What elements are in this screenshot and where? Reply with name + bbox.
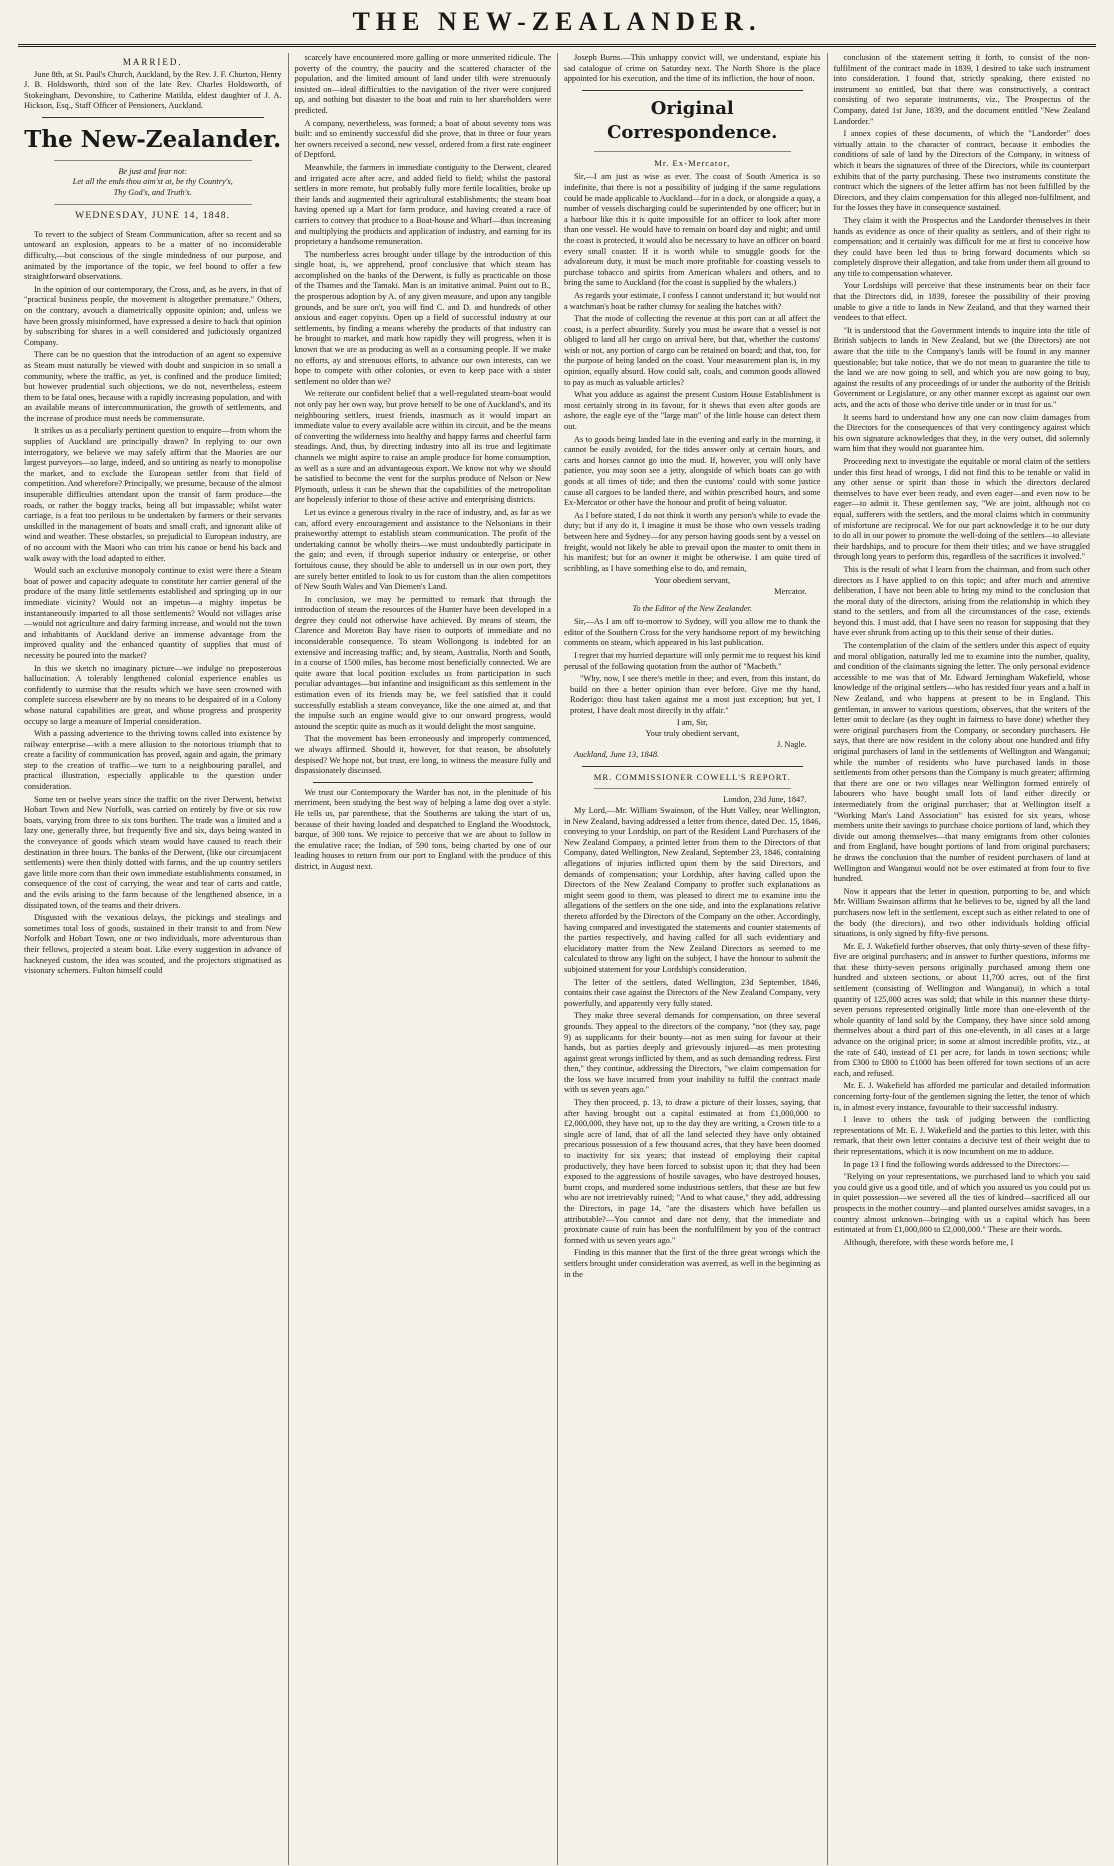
motto: Be just and fear not: Let all the ends thou aim'st at, be thy Country's, Thy God's, and Truth's. <box>72 166 233 197</box>
paragraph: Some ten or twelve years since the traffic on the river Derwent, betwixt Hobart Town and New Norfolk, was carried on entirely by five or six row boats, varying from three to six tons burthen. The trade was a limited and a lazy one, generally three, but frequently five and six, days being wasted in the conveyance of goods which steam would have caused to reach their destination in three hours. The banks of the Derwent, (like our circumjacent settlements) were then thinly dotted with farms, and the up country settlers gave little more corn than their own immediate establishments consumed, in consequence of the cost of carrying, the wear and tear of carts and cattle, and the evils arising to the farm because of the lengthened absence, in a dissipated town, of the teams and their drivers. <box>24 794 282 910</box>
paragraph: Your Lordships will perceive that these instruments bear on their face that the Directors did, in 1839, foresee the possibility of their proving unable to give a title to lands in New Zealand, and that they warned their vendees to that effect. <box>833 281 1090 323</box>
married-notice: June 8th, at St. Paul's Church, Auckland, by the Rev. J. F. Churton, Henry J. B. Holdsworth, third son of the late Rev. Charles Holdsworth, of Stokeingham, Devonshire, to Catherine Matilda, eldest daughter of J. A. Hickson, Esq., Staff Officer of Pensioners, Auckland. <box>24 69 282 111</box>
letter-close: Your obedient servant, <box>654 576 731 586</box>
divider <box>582 766 803 767</box>
divider <box>594 151 791 152</box>
paragraph: conclusion of the statement setting it forth, to consist of the non-fulfilment of the contract made in 1839, I desired to take such instrument into consideration. I found that, strictly speaking, there existed no instrument so entitled, but that there was constructively, a contract consisting of two separate instruments, viz., The Prospectus of the Company, dated 1st June, 1839, and the document entitled "New Zealand Landorder." <box>833 53 1090 126</box>
paragraph: Mr. E. J. Wakefield further observes, that only thirty-seven of these fifty-five are original purchasers; and in answer to further questions, informs me that these thirty-seven persons originally purchased among them one hundred and sixteen sections, or about 11,700 acres, out of the first settlement (consisting of Wellington and Wanganui), in which a total quantity of 125,000 acres was sold; that while in this manner these thirty-seven persons represented originally little more than one-eleventh of the whole quantity of land sold by the Company, they have since sold among themselves about a third part of this one-eleventh, in all cases at a large advance on the original price; in some at almost incredible profits, viz., at the rate of £40, instead of £1 per acre, for lands in town sections; while from £300 to £800 to £1000 has been offered for town sections of an acre each, and refused. <box>833 941 1090 1078</box>
divider <box>42 117 264 118</box>
paragraph: Finding in this manner that the first of the three great wrongs which the settlers brought under consideration was averred, as well in the beginning as in the <box>564 1248 821 1279</box>
letter-close: Your truly obedient servant, <box>645 729 740 739</box>
column-1 <box>18 53 288 1865</box>
paragraph: Sir,—As I am off to-morrow to Sydney, will you allow me to thank the editor of the Southern Cross for the very handsome report of my bewitching comments on steam, which appeared in his last publication. <box>564 617 821 648</box>
section-title: Original Correspondence. <box>607 97 778 143</box>
married-heading: MARRIED. <box>122 57 183 67</box>
paragraph: Although, therefore, with these words before me, I <box>843 1237 1014 1247</box>
paragraph: We trust our Contemporary the Warder has not, in the plenitude of his merriment, been studying the best way of helping a lame dog over a style. He tells us, par parenthese, that the Southerns are taking the start of us, because of their having loaded and despatched to England the Woodstock, barque, of 300 tons. We rejoice to perceive that we are about to follow in the emulative race; the Indian, of 590 tons, being charted by one of our leading houses to return from our port to England with the produce of this district, in August next. <box>294 787 551 871</box>
paragraph: "It is understood that the Government intends to inquire into the title of British subjects to lands in New Zealand, but we (the Directors) are not aware that the title to the Company's lands will be found in any manner questionable; but take notice, that we do not mean to guarantee the title to the land we are now going to sell, and which you are now going to buy, against the results of any proceedings of or under the authority of the British Government or Legislature, or any other manner except as against our own acts, and the acts of those who derive title under or in trust for us." <box>833 325 1090 409</box>
column-3 <box>557 53 827 1865</box>
paragraph: There can be no question that the introduction of an agent so expensive as Steam must naturally be viewed with doubt and suspicion in so small a community, where the traffic, as yet, is confined and the produce limited; but however prudential such objections, we do not, nevertheless, esteem them to be fatal ones, because with a rapidly increasing population, and with an available means of intercommunication, the growth of settlements, and the increase of produce must needs be commensurate. <box>24 350 282 423</box>
paragraph: It strikes us as a peculiarly pertinent question to enquire—from whom the supplies of Auckland are principally drawn? In replying to our own interrogatory, we believe we may safely affirm that the Maories are our largest purveyors—so large, indeed, and so untiring as nearly to monopolise the market, and to exclude the European settler from that field of competition. And wherefore? Principally, we presume, because of the almost insuperable difficulties attendant upon the transit of farm produce—the roads, or rather the boggy tracks, being all but impassable; whilst water carriage, is a feat too perilous to be undertaken by farmers or their servants unskilled in the management of boats and small craft, and ignorant alike of wind and weather. These obstacles, so prejudicial to European industry, are of no account with the Maori who can trim his canoe or bend his back and walk away with the load adapted to either. <box>24 426 282 563</box>
paragraph: The contemplation of the claim of the settlers under this aspect of equity and moral obligation, naturally led me to examine into the number, quality, and condition of the claimants signing the letter. The only personal evidence accessible to me was that of Mr. Edward Jerningham Wakefield, whose knowledge of the original settlers—who has resided four years and a half in New Zealand, and who happens at present to be in England. This gentleman, in answer to various questions, observes, that the writers of the letter omit to declare (as they ought in fairness to have done) whether they were original purchasers from the Company, or secondary purchasers. He says, that there are now resident in the colony about one hundred and fifty original purchasers of land in the settlements of Wellington and Wanganui; while the number of residents who have purchased lands in those settlements from other persons than the Company is much greater; affirming that there are one or two villages near Wellington formed entirely of labourers who have bought small lots of land either directly or intermediately from the original purchaser; that at Wellington itself a "Working Man's Land Association" has existed for six years, whose members unite their savings to purchase choice portions of land, which they divide out among themselves—that many emigrants from other colonies and from England, have bought portions of land from original purchasers; he draws the conclusion that the number of resident purchasers of land at Wellington and Wanganui would not be over estimated at from four to five hundred. <box>833 641 1090 884</box>
paragraph: As to goods being landed late in the evening and early in the morning, it cannot be easily avoided, for the tides answer only at certain hours, and carts and horses cannot go into the mud. If, however, you will only have patience, you may soon see a jetty, alongside of which boats can go with goods at all times of tide; and then the customs' could with some justice cause all cargoes to be landed there, and within prescribed hours, and some Ex-Mercator or other have the honour and profit of being valuator. <box>564 434 821 508</box>
column-4 <box>827 53 1097 1865</box>
paragraph: Proceeding next to investigate the equitable or moral claim of the settlers under this first head of wrongs, I did not find this to be tenable or valid in any other sense or spirit than those in which the directors declared themselves to have ever been ready, and even eager—and even now to be eager—to admit it. These gentlemen say, "We are joint, although not co equal, sufferers with the settlers, and the moral claims which in community of misfortune are reciprocal. We for our part acknowledge it to be our duty to do all in our power to promote the well-doing of the settlers—to alleviate their hardships, and to procure for them their titles; and we have struggled through long years to perform this, regardless of the sacrifices it involved." <box>833 456 1090 562</box>
paragraph: To revert to the subject of Steam Communication, after so recent and so untoward an explosion, appears to be a matter of no inconsiderable difficulty,—but conscious of the single mindedness of our purpose, and animated by the importance of the topic, we feel bound to offer a few straightforward observations. <box>24 229 282 282</box>
letter-signature: Mercator. <box>774 586 807 596</box>
paragraph: scarcely have encountered more galling or more unmerited ridicule. The poverty of the country, the paucity and the scattered character of the population, and the limited amount of land under tilth were strenuously insisted on—ideal difficulties to the navigation of the river were conjured up, and nothing but disaster to the boat and ruin to her shareholders were predicted. <box>294 53 551 115</box>
paragraph: "Relying on your representations, we purchased land to which you said you could give us a good title, and of which you assured us you could put us in quiet possession—we severed all the ties of kindred—sacrificed all our prospects in the mother country—and planted ourselves amidst savages, in a country almost unknown—bringing with us a capital which has been estimated at from £1,000,000 to £2,000,000." These are their words. <box>833 1172 1090 1235</box>
paragraph: Mr. E. J. Wakefield has afforded me particular and detailed information concerning forty-four of the gentlemen signing the letter, the tenor of which is, in almost every instance, favourable to their successful industry. <box>833 1081 1090 1112</box>
paragraph: I leave to others the task of judging between the conflicting representations of Mr. E. J. Wakefield and the parties to this letter, with this remark, that their own letter contains a decisive test of their weight due to their representations, which it is now incumbent on me to adduce. <box>833 1115 1090 1156</box>
letter-signature: J. Nagle. <box>776 739 807 749</box>
paragraph: Disgusted with the vexatious delays, the pickings and stealings and sometimes total loss of goods, sustained in their transit to and from New Norfolk and Hobart Town, one or two individuals, more adventurous than their fellows, projected a steam boat. Like every suggestion in advance of hackneyed custom, the idea was scouted, and the projectors stigmatised as visionary schemers. Fulton himself could <box>24 913 282 976</box>
letter-heading: To the Editor of the New Zealander. <box>632 603 752 613</box>
divider <box>313 782 534 783</box>
letter-place-date: Auckland, June 13, 1848. <box>574 750 660 760</box>
paragraph: That the movement has been erroneously and improperly commenced, we always affirmed. Should it, however, for that reason, be absolutely despised? We hope not, but trust, ere long, to witness the measure fully and dispassionately discussed. <box>294 734 551 776</box>
letter-close: I am, Sir, <box>676 718 708 728</box>
paragraph: The numberless acres brought under tillage by the introduction of this single boat, is, we apprehend, proof conclusive that which steam has accomplished on the banks of the Derwent, is fully as practicable on those of the Thames and the Tamaki. Man is an imitative animal. Point out to B., the prosperous adoption by A. of any given measure, and upon any tangible grounds, and be sure on't, you will find C. and D. and hundreds of other anxious and eager copyists. Open up a field of successful industry at our settlements, by finding a means whereby the products of that industry can be brought to market, and mark how rapidly they will progress, when it is known that we are as producing as well as a consuming people. If we make no efforts, ay and strenuous efforts, to advance our own interests, can we hope to compete with other colonies, or even to keep pace with a sister settlement no older than we? <box>294 249 551 386</box>
paragraph: As regards your estimate, I confess I cannot understand it; but would not a watchman's boat be rather clumsy for sealing the hatches with? <box>564 290 821 311</box>
columns <box>18 53 1096 1865</box>
divider <box>54 204 252 205</box>
paragraph: Sir,—I am just as wise as ever. The coast of South America is so indefinite, that there is not a possibility of judging if the same regulations could be made applicable to Auckland—for in a dock, or alongside a quay, a number of vessels discharging could be superintended by one officer; but in a harbour like this it is quite impossible for an officer to look after more than one vessel. He would have to remain on board day and night; and until the coast is protected, it would also be necessary to have an officer on board every small coaster. If it is worth while to smuggle goods for the advaloreum duty, it must be much more profitable for coasting vessels to purchase tobacco and spirits from American whalers and others, and to bring the same to Auckland (for the coast is supplied by the whalers.) <box>564 172 821 288</box>
divider <box>594 788 791 789</box>
paragraph: A company, nevertheless, was formed; a boat of about seventy tons was built: and so eminently successful did she prove, that in three or four years her owners received a second, new vessel, ordered from a first rate engineer of Deptford. <box>294 118 551 160</box>
paragraph: Now it appears that the letter in question, purporting to be, and which Mr. William Swainson affirms that he believes to be, signed by all the land purchasers now left in the settlement, except such as either related to one of the body (the directors), and two other individuals holding official situations, is only signed by fifty-five persons. <box>833 886 1090 939</box>
paper-title: The New-Zealander. <box>24 125 282 153</box>
report-heading: MR. COMMISSIONER COWELL'S REPORT. <box>593 771 791 782</box>
editorial-body <box>24 230 282 977</box>
paragraph: In the opinion of our contemporary, the Cross, and, as he avers, in that of "practical business people, the movement is altogether premature." Others, on the contrary, avouch a diametrically opposite opinion; and, unless we have been grossly misinformed, have expressed a desire to back that opinion by subscribing for shares in a well considered and judiciously organized Company. <box>24 284 282 347</box>
paragraph: They claim it with the Prospectus and the Landorder themselves in their hands as evidence as once of their quality as settlers, and of their right to compensation; and it certainly was difficult for me at first to conceive how they could have been led thus to bring forward documents which so completely disprove their allegation, and take from under them all ground to any title to compensation whatever. <box>833 215 1090 278</box>
quotation: "Why, now, I see there's mettle in thee; and even, from this instant, do build on thee a better opinion than ever before. Give me thy hand, Roderigo: thou hast taken against me a most just exception; but yet, I protest, I have dealt most directly in thy affair." <box>570 674 821 715</box>
paragraph: That the mode of collecting the revenue at this port can at all affect the coast, is a perfect absurdity. Surely you must be aware that a vessel is not obliged to land all her cargo on arrival here, but that, whether the customs' wish or not, any portion of cargo can be retained on board; and that, too, for the purpose of being landed on the coast. Your measurement plan is, in my opinion, equally absurd. How could salt, coals, and common goods allowed to pay as much as valuable articles? <box>564 314 821 387</box>
divider <box>582 90 803 91</box>
divider <box>54 160 252 161</box>
paragraph: What you adduce as against the present Custom House Establishment is most certainly strong in its favour, for it shews that even after goods are ashore, the eagle eye of the "large man" of the little house can detect them out. <box>564 390 821 432</box>
paragraph: They then proceed, p. 13, to draw a picture of their losses, saying, that after having brought out a capital estimated at from £1,000,000 to £2,000,000, they have not, up to the day they are writing, a Crown title to a single acre of land, that of all the land selected they have only obtained precarious possession of a few thousand acres, that they have been doomed to inactivity for six years; that instead of employing their capital productively, they have been forced to subsist upon it; that they had been exposed to the aggressions of hostile savages, who have destroyed houses, burnt crops, and murdered some industrious settlers, that these are but few who are not irretrievably ruined; "And to what cause," they add, addressing the Directors, in page 14, "are the disasters which have befallen us attributable?—You cannot and dare not deny, that the immediate and proximate cause of ruin has been the nonfulfilment by you of the contract formed with us seven years ago." <box>564 1098 821 1245</box>
paragraph: In this we sketch no imaginary picture—we indulge no preposterous hallucination. A tolerably lengthened colonial experience enables us confidently to surmise that the results which we have seen crowned with complete success elsewhere are by no means to be despaired of in a Colony whose natural capabilities are great, and whose progress and prosperity occupy so large a measure of Imperial consideration. <box>24 663 282 726</box>
report-date: London, 23d June, 1847. <box>723 795 807 805</box>
masthead: THE NEW-ZEALANDER. <box>18 0 1096 47</box>
paragraph: Meanwhile, the farmers in immediate contiguity to the Derwent, cleared and irrigated acre after acre, and added field to field; whilst the pastoral settlers in more remote, but probably fully more fertile localities, broke up their lands and augmented their agricultural establishments; the steam boat having opened up a Mart for farm produce, and having created a race of carriers to convey that produce to a Boat-house and Wharf—thus increasing and multiplying the products and application of industry, and earning for its proprietary a handsome remuneration. <box>294 162 551 247</box>
paragraph: My Lord,—Mr. William Swainson, of the Hutt Valley, near Wellington, in New Zealand, having addressed a letter from thence, dated Dec. 15, 1846, conveying to your Lordship, on part of the Resident Land Purchasers of the New Zealand Company, a printed letter from them to the Directors of that Company, dated Wellington, New Zealand, September 23, 1846, containing allegations of injuries inflicted upon them by the said Directors, and demands of compensation; your Lordship, after having called upon the Directors of the New Zealand Company to proffer such explanations as might seem good to them, was pleased to direct me to examine into the allegations of the settlers on the one side, and into the explanations relative thereto afforded by the Directors of the Company on the other. Accordingly, having compared and investigated the statements and counter statements of the parties respectively, and having called for all such evidentiary and elucidatory matter from the New Zealand Directors as seemed to me calculated to throw any light on the subject, I have the honour to submit the subjoined statement for your Lordship's consideration. <box>564 806 821 974</box>
paragraph: As I before stated, I do not think it worth any person's while to evade the duty; but if any do it, I imagine it must be those who own vessels trading between here and Sydney—for any person having goods sent by a vessel on freight, would not likely be able to prevail upon the master to omit them in his manifest; but for an owner it might be otherwise. I am quite tired of scribbling, as I have something else to do, and remain, <box>564 510 821 573</box>
dateline: WEDNESDAY, JUNE 14, 1848. <box>75 210 231 222</box>
letter-salutation: Mr. Ex-Mercator, <box>654 157 731 168</box>
paragraph: I regret that my hurried departure will only permit me to request his kind perusal of the following quotation from the author of "Macbeth." <box>564 650 821 671</box>
paragraph: They make three several demands for compensation, on three several grounds. They appeal to the directors of the company, "not (they say, page 9) as supplicants for their bounty—not as men suing for favour at their hands, but as parties deeply and grievously injured—as men protesting against great wrongs inflicted by them, and as such demanding redress. First then," they continue, addressing the Directors, "we claim compensation for the loss we have incurred from your inability to fulfil the contract made with us seven years ago." <box>564 1011 821 1095</box>
paragraph: Let us evince a generous rivalry in the race of industry, and, as far as we can, afford every encouragement and assistance to the Nelsonians in their praiseworthy attempt to establish steam communication. The profit of the undertaking cannot be wholly theirs—we must undoubtedly participate in the gain; and even, if through superior industry or enterprise, or other fortuitous cause, they should be able to undersell us in our own port, they are surely better entitled to look to us for custom than the alien competitors of New South Wales and Van Diemen's Land. <box>294 507 551 592</box>
paragraph: In page 13 I find the following words addressed to the Directors:— <box>843 1159 1069 1169</box>
paragraph: In conclusion, we may be permitted to remark that through the introduction of steam the resources of the Hunter have been developed in a degree they could not otherwise have achieved. By means of steam, the Clarence and Moreton Bay have risen to outports of immediate and no inconsiderable consequence. To steam Wollongong is indebted for an extensive and increasing traffic; and, by steam, Australia, North and South, in a course of 1500 miles, has become most beneficially connected. We are quite aware that local position excludes us from participation in such peculiar advantages—but infantine and insignificant as this settlement in the estimation even of its friends may be, we feel satisfied that it could successfully establish a steam conveyance, like the one aimed at, and that the impulse such an engine would give to our onward progress, would astound the sceptic quite as much as it would delight the most sanguine. <box>294 594 551 731</box>
paragraph: We reiterate our confident belief that a well-regulated steam-boat would not only pay her own way, but prove herself to be one of Auckland's, and its neighbouring settlers, truest friends, inasmuch as it would impart an immediate value to every available acre within its circuit, and be the means of converting the wilderness into healthy and happy farms and cheerful farm steadings. And, thus, by directing industry into all its true and legitimate channels we might aspire to raise an ample produce for home consumption, as well as a sure and an advantageous export. We know not why we should be satisfied to become the vent for the surplus produce of Nelson or New Plymouth, unless it can be shewn that the capabilities of the metropolitan are hopelessly inferior to those of these active and enterprising districts. <box>294 389 552 505</box>
paragraph: With a passing advertence to the thriving towns called into existence by railway enterprise—with a mere allusion to the notorious triumph that to create a facility of communication has proved, again and again, the primary step to the creation of traffic—we turn to a neighbouring parallel, and practical illustration, especially applicable to the question under consideration. <box>24 729 282 792</box>
paragraph: The letter of the settlers, dated Wellington, 23d September, 1846, contains their case against the Directors of the New Zealand Company, very powerfully, and apparently very fully stated. <box>564 977 821 1008</box>
paragraph: This is the result of what I learn from the chairman, and from such other directors as I have applied to on this topic; and after much and attentive deliberation, I have not been able to bring my mind to the conclusion that the moral duty of the directors, arising from the relationship in which they stand to the settlers, and from all the circumstances of the case, extends beyond this. I must add, that I have seen no reason for supposing that they have ever shrunk from acting up to this their sense of their duties. <box>833 564 1090 638</box>
paragraph: It seems hard to understand how any one can now claim damages from the Directors for the consequences of that very contingency against which his own signature acknowledges that they, in the very outset, did solemnly warn him that they would not guarantee him. <box>833 412 1090 454</box>
column-2 <box>288 53 558 1865</box>
paragraph: Joseph Burns.—This unhappy convict will, we understand, expiate his sad catalogue of crime on Saturday next. The North Shore is the place appointed for his execution, and the time of its infliction, the hour of noon. <box>564 53 821 84</box>
paragraph: Would such an exclusive monopoly continue to exist were there a Steam boat of power and capacity adequate to constitute her carrier general of the produce of the many little settlements established and springing up in our immediate vicinity? Would not an impetus—a mighty impetus be instantaneously imparted to all those settlements? Would not villages arise—would not agriculture and dairy farming increase, and would not the town and inhabitants of Auckland derive an immense advantage from the improved quality and the enhanced quantity of supplies that must of necessity be poured into the market? <box>24 566 282 660</box>
paragraph: I annex copies of these documents, of which the "Landorder" does virtually attain to the character of contract, because it embodies the conditions of sale of land by the Directors of the Company, in witness of which it bears the signatures of three of the Directors, while its counterpart exhibits that of the party purchasing. These two instruments constitute the contract which the signers of the letter affirm has not been fulfilled by the Directors, and they claim compensation for this alleged non-fulfilment, and for the losses they have in consequence sustained. <box>833 129 1090 213</box>
